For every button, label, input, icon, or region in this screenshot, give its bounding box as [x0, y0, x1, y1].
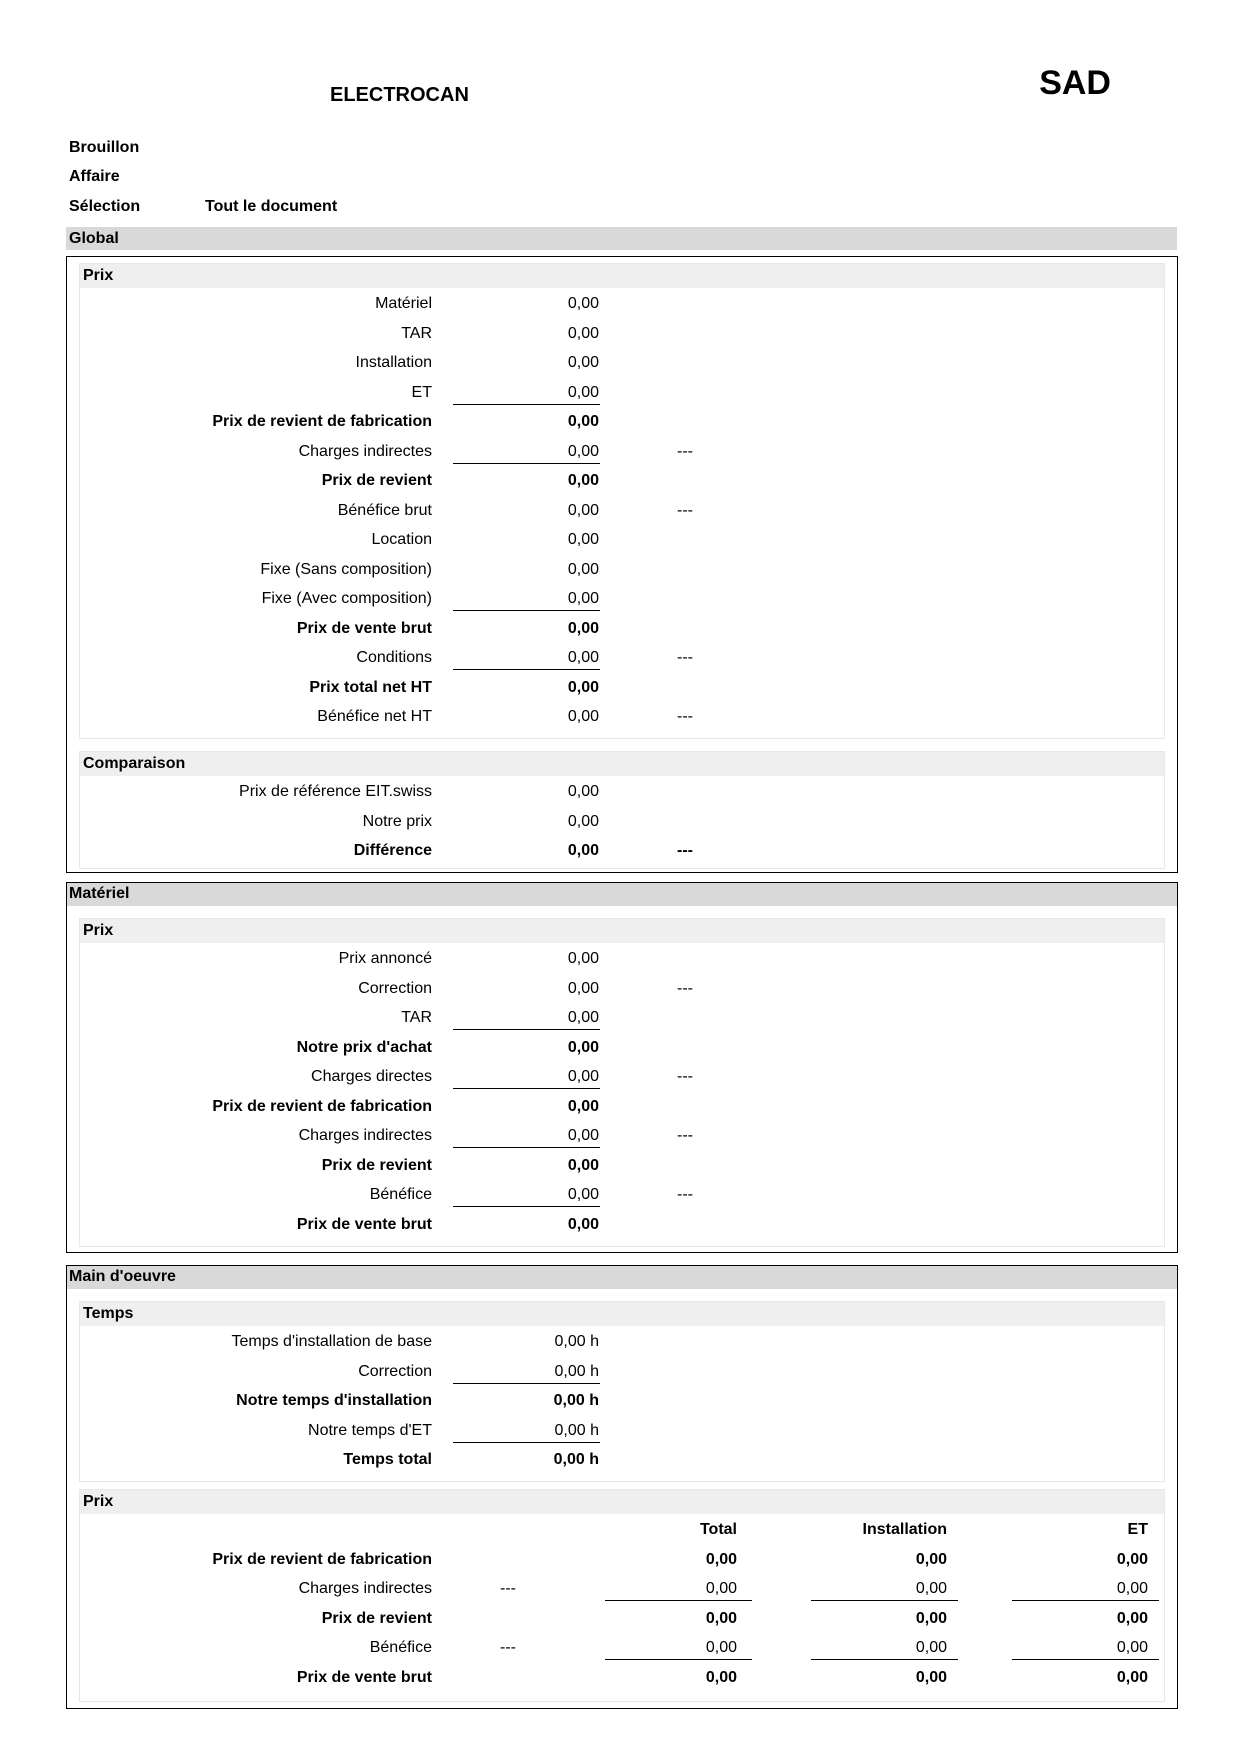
cell-total: 0,00	[705, 1550, 737, 1568]
table-row	[80, 465, 1164, 495]
row-label: TAR	[401, 1009, 432, 1026]
row-label: Fixe (Sans composition)	[260, 560, 432, 578]
underline	[453, 404, 600, 405]
table-row	[80, 642, 1164, 672]
underline	[453, 610, 600, 611]
underline	[453, 1442, 600, 1443]
row-label: Prix annoncé	[338, 950, 432, 967]
cell-installation: 0,00	[915, 1668, 947, 1686]
underline	[605, 1659, 752, 1660]
row-value: 0,00 h	[554, 1421, 599, 1439]
row-label: Location	[371, 531, 432, 548]
global-prix-panel	[79, 263, 1165, 739]
row-label: Charges indirectes	[298, 1580, 432, 1597]
table-row	[80, 377, 1164, 407]
underline	[605, 1600, 752, 1601]
row-dash: ---	[677, 1068, 693, 1085]
row-value: 0,00	[567, 1097, 599, 1115]
underline	[453, 1383, 600, 1384]
row-value: 0,00	[567, 413, 599, 430]
cell-installation: 0,00	[915, 1550, 947, 1568]
cell-total: 0,00	[705, 1580, 737, 1597]
table-row	[80, 436, 1164, 466]
row-label: Bénéfice net HT	[317, 708, 432, 725]
row-label: Correction	[358, 979, 432, 997]
section-title-global: Global	[69, 230, 119, 247]
table-row	[80, 583, 1164, 613]
row-label: Prix de revient	[321, 472, 432, 489]
company-title: ELECTROCAN	[330, 84, 469, 106]
global-frame	[66, 256, 1178, 873]
row-value: 0,00	[567, 619, 599, 637]
column-header-row	[80, 1514, 1164, 1544]
section-title-main-oeuvre: Main d'oeuvre	[69, 1268, 176, 1285]
materiel-prix-header	[80, 919, 1164, 943]
table-row	[80, 1179, 1164, 1209]
row-label: Temps total	[343, 1451, 432, 1468]
row-dash: ---	[677, 979, 693, 997]
row-value: 0,00	[567, 708, 599, 725]
table-row	[80, 318, 1164, 348]
mo-prix-panel	[79, 1489, 1165, 1702]
row-label: Notre temps d'installation	[236, 1392, 432, 1409]
table-row	[80, 943, 1164, 973]
underline	[811, 1659, 958, 1660]
row-label: Correction	[358, 1362, 432, 1380]
row-label: Charges directes	[311, 1068, 432, 1085]
table-row	[80, 495, 1164, 525]
row-dash: ---	[677, 649, 693, 666]
table-row	[80, 1061, 1164, 1091]
table-row	[80, 1002, 1164, 1032]
temps-header	[80, 1302, 1164, 1326]
cell-installation: 0,00	[915, 1639, 947, 1656]
cell-et: 0,00	[1116, 1550, 1148, 1568]
row-label: Temps d'installation de base	[231, 1333, 432, 1350]
row-value: 0,00	[567, 324, 599, 342]
underline	[453, 463, 600, 464]
row-value: 0,00	[567, 295, 599, 312]
row-value: 0,00	[567, 501, 599, 519]
row-value: 0,00	[567, 678, 599, 696]
row-value: 0,00	[567, 812, 599, 830]
table-row	[80, 1603, 1164, 1633]
table-row	[80, 554, 1164, 584]
section-title-materiel: Matériel	[69, 885, 130, 902]
table-row	[80, 1573, 1164, 1603]
table-row	[80, 1120, 1164, 1150]
cell-et: 0,00	[1116, 1609, 1148, 1627]
row-value: 0,00	[567, 383, 599, 401]
mo-prix-title: Prix	[83, 1493, 114, 1510]
table-row	[80, 1662, 1164, 1692]
main-oeuvre-frame	[66, 1265, 1178, 1709]
table-row	[80, 835, 1164, 865]
selection-label: Sélection	[69, 198, 141, 215]
row-dash: ---	[500, 1580, 516, 1597]
row-label: Prix de revient de fabrication	[212, 1550, 432, 1568]
row-dash: ---	[677, 1186, 693, 1203]
underline	[453, 1206, 600, 1207]
row-value: 0,00 h	[554, 1362, 599, 1380]
row-label: Notre prix d'achat	[296, 1038, 432, 1056]
row-value: 0,00	[567, 1127, 599, 1144]
document-code: SAD	[1039, 64, 1111, 102]
table-row	[80, 347, 1164, 377]
row-value: 0,00	[567, 442, 599, 460]
row-label: Prix de revient de fabrication	[212, 1097, 432, 1115]
row-value: 0,00	[567, 531, 599, 548]
row-label: Bénéfice	[369, 1639, 432, 1656]
row-value: 0,00	[567, 979, 599, 997]
global-comparaison-title: Comparaison	[83, 755, 186, 772]
underline	[1012, 1600, 1159, 1601]
row-label: Charges indirectes	[298, 442, 432, 460]
row-label: Notre prix	[362, 812, 432, 830]
table-row	[80, 406, 1164, 436]
materiel-prix-title: Prix	[83, 922, 114, 939]
table-row	[80, 1091, 1164, 1121]
row-value: 0,00	[567, 950, 599, 967]
global-prix-title: Prix	[83, 267, 114, 284]
cell-et: 0,00	[1116, 1639, 1148, 1656]
table-row	[80, 701, 1164, 731]
row-label: TAR	[401, 324, 432, 342]
global-prix-header	[80, 264, 1164, 288]
row-value: 0,00	[567, 1156, 599, 1174]
row-label: Différence	[353, 842, 432, 859]
underline	[453, 1088, 600, 1089]
row-label: ET	[411, 383, 432, 401]
row-dash: ---	[500, 1639, 516, 1656]
table-row	[80, 806, 1164, 836]
cell-total: 0,00	[705, 1668, 737, 1686]
table-row	[80, 1032, 1164, 1062]
table-row	[80, 1209, 1164, 1239]
table-row	[80, 524, 1164, 554]
cell-installation: 0,00	[915, 1580, 947, 1597]
table-row	[80, 776, 1164, 806]
row-label: Prix de revient	[321, 1609, 432, 1627]
row-dash: ---	[677, 842, 693, 859]
row-label: Bénéfice brut	[337, 501, 432, 519]
row-label: Fixe (Avec composition)	[261, 590, 432, 607]
row-dash: ---	[677, 1127, 693, 1144]
row-label: Matériel	[375, 295, 432, 312]
row-label: Bénéfice	[369, 1186, 432, 1203]
table-row	[80, 613, 1164, 643]
brouillon-label: Brouillon	[69, 139, 140, 156]
underline	[811, 1600, 958, 1601]
table-row	[80, 672, 1164, 702]
row-dash: ---	[677, 442, 693, 460]
column-header-total: Total	[699, 1521, 737, 1538]
row-label: Notre temps d'ET	[308, 1421, 432, 1439]
row-label: Prix de revient	[321, 1156, 432, 1174]
mo-prix-header	[80, 1490, 1164, 1514]
row-value: 0,00	[567, 560, 599, 578]
table-row	[80, 1385, 1164, 1415]
row-label: Prix de référence EIT.swiss	[239, 783, 432, 800]
global-comparaison-panel	[79, 751, 1165, 869]
selection-value: Tout le document	[205, 198, 338, 215]
row-dash: ---	[677, 708, 693, 725]
global-comparaison-header	[80, 752, 1164, 776]
row-value: 0,00	[567, 783, 599, 800]
temps-title: Temps	[83, 1305, 134, 1322]
row-value: 0,00	[567, 649, 599, 666]
row-dash: ---	[677, 501, 693, 519]
row-value: 0,00	[567, 1186, 599, 1203]
materiel-prix-panel	[79, 918, 1165, 1247]
column-header-installation: Installation	[862, 1521, 947, 1538]
section-band-global	[66, 227, 1177, 250]
table-row	[80, 1326, 1164, 1356]
row-label: Conditions	[356, 649, 432, 666]
table-row	[80, 1356, 1164, 1386]
table-row	[80, 288, 1164, 318]
row-value: 0,00 h	[553, 1451, 599, 1468]
row-value: 0,00	[567, 590, 599, 607]
row-label: Prix de vente brut	[296, 1215, 432, 1233]
column-header-et: ET	[1127, 1521, 1148, 1538]
row-label: Prix total net HT	[309, 678, 432, 696]
table-row	[80, 1150, 1164, 1180]
underline	[1012, 1659, 1159, 1660]
table-row	[80, 1632, 1164, 1662]
row-value: 0,00	[567, 1009, 599, 1026]
table-row	[80, 1415, 1164, 1445]
cell-installation: 0,00	[915, 1609, 947, 1627]
row-label: Prix de vente brut	[296, 1668, 432, 1686]
cell-et: 0,00	[1116, 1580, 1148, 1597]
underline	[453, 669, 600, 670]
row-value: 0,00	[567, 472, 599, 489]
row-label: Installation	[355, 354, 432, 371]
row-label: Prix de vente brut	[296, 619, 432, 637]
row-value: 0,00	[567, 842, 599, 859]
row-value: 0,00	[567, 1215, 599, 1233]
underline	[453, 1029, 600, 1030]
row-label: Charges indirectes	[298, 1127, 432, 1144]
table-row	[80, 1544, 1164, 1574]
table-row	[80, 973, 1164, 1003]
underline	[453, 1147, 600, 1148]
materiel-frame	[66, 882, 1178, 1253]
cell-total: 0,00	[705, 1639, 737, 1656]
row-value: 0,00	[567, 1068, 599, 1085]
cell-et: 0,00	[1116, 1668, 1148, 1686]
row-value: 0,00	[567, 1038, 599, 1056]
row-value: 0,00 h	[554, 1333, 599, 1350]
cell-total: 0,00	[705, 1609, 737, 1627]
affaire-label: Affaire	[69, 168, 120, 185]
row-value: 0,00 h	[553, 1392, 599, 1409]
table-row	[80, 1444, 1164, 1474]
row-label: Prix de revient de fabrication	[212, 413, 432, 430]
row-value: 0,00	[567, 354, 599, 371]
temps-panel	[79, 1301, 1165, 1482]
